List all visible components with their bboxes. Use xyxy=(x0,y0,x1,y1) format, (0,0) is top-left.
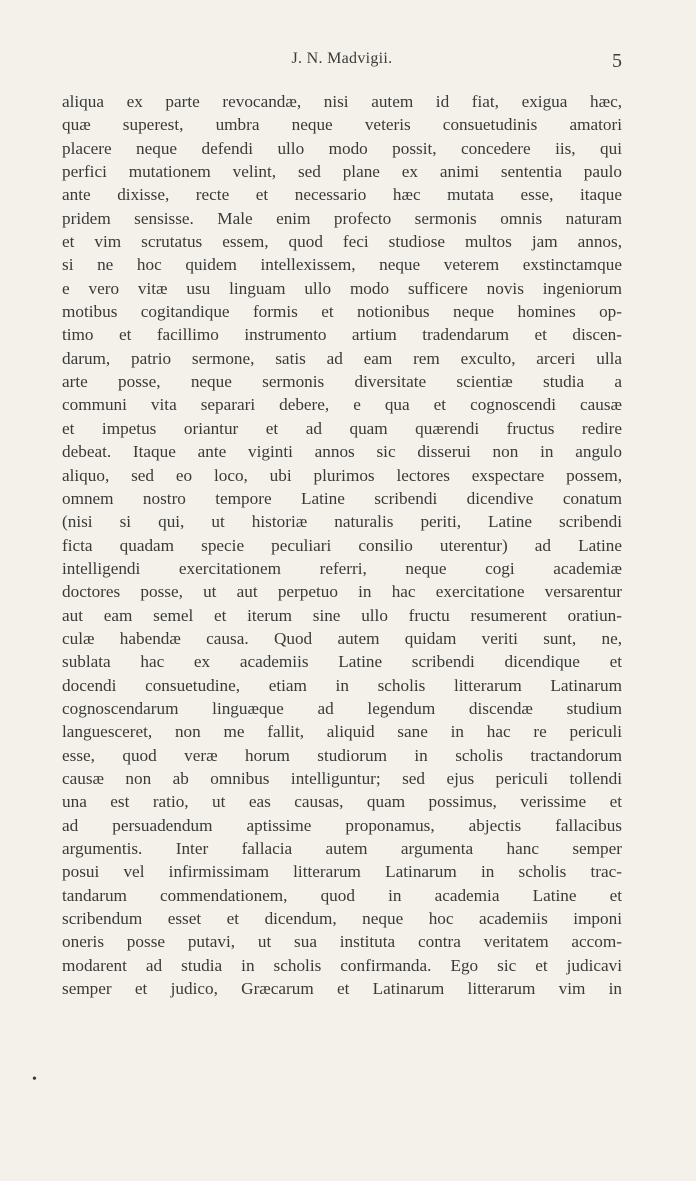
text-line: quæ superest, umbra neque veteris consuetudinis amatori xyxy=(62,115,622,135)
text-line: placere neque defendi ullo modo possit, concedere iis, qui xyxy=(62,138,622,158)
text-line: debeat. Itaque ante viginti annos sic disserui non in angulo xyxy=(62,442,622,462)
text-line: e vero vitæ usu linguam ullo modo sufficere novis ingeniorum xyxy=(62,278,622,298)
text-line: aut eam semel et iterum sine ullo fructu resumerent oratiun- xyxy=(62,605,622,625)
text-line: communi vita separari debere, e qua et cognoscendi causæ xyxy=(62,395,622,415)
text-line: una est ratio, ut eas causas, quam possimus, verissime et xyxy=(62,792,622,812)
text-line: ad persuadendum aptissime proponamus, abjectis fallacibus xyxy=(62,815,622,835)
text-line: posui vel infirmissimam litterarum Latinarum in scholis trac- xyxy=(62,862,622,882)
text-line: cognoscendarum linguæque ad legendum discendæ studium xyxy=(62,698,622,718)
text-line: oneris posse putavi, ut sua instituta contra veritatem accom- xyxy=(62,932,622,952)
body-text xyxy=(62,90,622,1000)
text-line: arte posse, neque sermonis diversitate scientiæ studia a xyxy=(62,372,622,392)
text-line: si ne hoc quidem intellexissem, neque veterem exstinctamque xyxy=(62,255,622,275)
text-line: pridem sensisse. Male enim profecto sermonis omnis naturam xyxy=(62,208,622,228)
text-line: ante dixisse, recte et necessario hæc mutata esse, itaque xyxy=(62,185,622,205)
page-number: 5 xyxy=(612,50,622,72)
text-line: darum, patrio sermone, satis ad eam rem exculto, arceri ulla xyxy=(62,348,622,368)
text-line: semper et judico, Græcarum et Latinarum litterarum vim in xyxy=(62,979,622,999)
text-line: scribendum esset et dicendum, neque hoc academiis imponi xyxy=(62,909,622,929)
margin-mark: • xyxy=(32,1072,37,1087)
text-line: motibus cogitandique formis et notionibus neque homines op- xyxy=(62,302,622,322)
text-line: intelligendi exercitationem referri, neque cogi academiæ xyxy=(62,558,622,578)
text-line: aliqua ex parte revocandæ, nisi autem id fiat, exigua hæc, xyxy=(62,92,622,111)
text-line: argumentis. Inter fallacia autem argumenta hanc semper xyxy=(62,839,622,858)
text-line: omnem nostro tempore Latine scribendi dicendive conatum xyxy=(62,488,622,508)
text-line: ficta quadam specie peculiari consilio uterentur) ad Latine xyxy=(62,535,622,555)
text-line: sublata hac ex academiis Latine scribendi dicendique et xyxy=(62,652,622,672)
text-line: et vim scrutatus essem, quod feci studiose multos jam annos, xyxy=(62,232,622,252)
running-head xyxy=(62,50,622,74)
text-line: perfici mutationem velint, sed plane ex animi sententia paulo xyxy=(62,162,622,182)
text-line: (nisi si qui, ut historiæ naturalis periti, Latine scribendi xyxy=(62,512,622,532)
text-line: timo et facillimo instrumento artium tradendarum et discen- xyxy=(62,325,622,345)
text-line: tandarum commendationem, quod in academia Latine et xyxy=(62,885,622,905)
text-line: culæ habendæ causa. Quod autem quidam veriti sunt, ne, xyxy=(62,628,622,648)
text-line: et impetus oriantur et ad quam quærendi fructus redire xyxy=(62,418,622,438)
text-line: esse, quod veræ horum studiorum in scholis tractandorum xyxy=(62,745,622,765)
text-line: docendi consuetudine, etiam in scholis litterarum Latinarum xyxy=(62,675,622,695)
text-line: languesceret, non me fallit, aliquid sane in hac re periculi xyxy=(62,722,622,742)
running-title: J. N. Madvigii. xyxy=(291,50,393,67)
text-line: aliquo, sed eo loco, ubi plurimos lectores exspectare possem, xyxy=(62,465,622,485)
text-line: causæ non ab omnibus intelliguntur; sed ejus periculi tollendi xyxy=(62,768,622,788)
text-line: modarent ad studia in scholis confirmanda. Ego sic et judicavi xyxy=(62,955,622,975)
text-line: doctores posse, ut aut perpetuo in hac exercitatione versarentur xyxy=(62,582,622,602)
